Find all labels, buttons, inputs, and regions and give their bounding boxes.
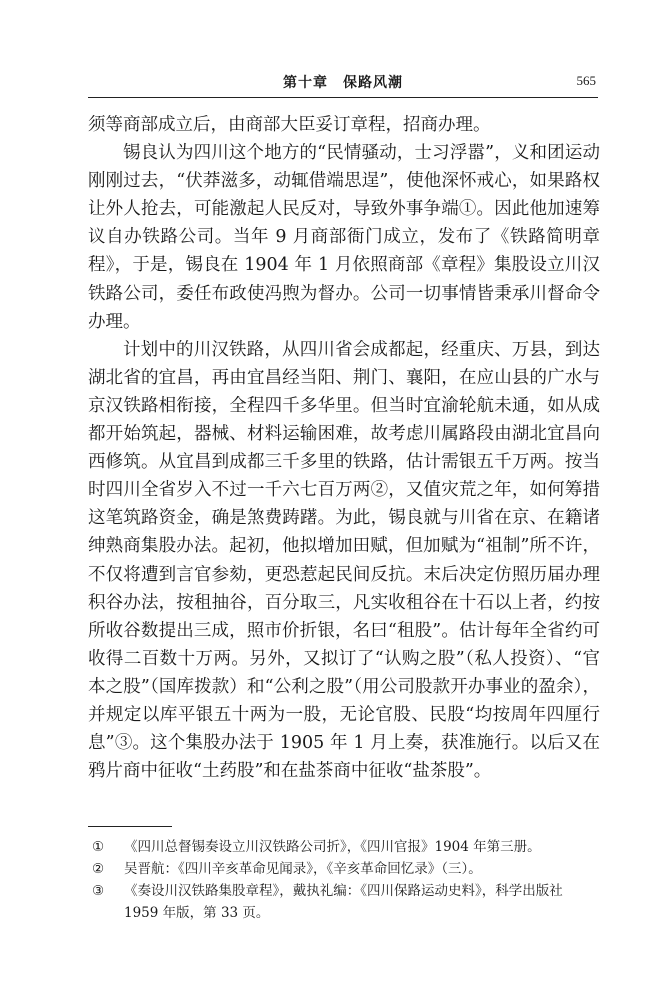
chapter-title: 第十章 保路风潮 (283, 75, 403, 91)
footnote-text: 吴晋航：《四川辛亥革命见闻录》，《辛亥革命回忆录》（三）。 (124, 861, 482, 877)
footnote-divider (88, 826, 172, 827)
body-text (88, 111, 600, 785)
footnote (88, 880, 600, 924)
footnote-marker: ③ (92, 883, 105, 899)
footnote (88, 858, 600, 880)
running-header (88, 72, 598, 96)
page-number: 565 (576, 73, 596, 88)
footnote-text: 《奏设川汉铁路集股章程》，戴执礼编：《四川保路运动史料》，科学出版社 1959 年版，第 33 页。 (124, 883, 563, 921)
paragraph: 计划中的川汉铁路，从四川省会成都起，经重庆、万县，到达湖北省的宜昌，再由宜昌经当阳、荆门、襄阳，在应山县的广水与京汉铁路相衔接，全程四千多华里。但当时宜渝轮航未通，如从成都开始筑起，器械、材料运输困难，故考虑川属路段由湖北宜昌向西修筑。从宜昌到成都三千多里的铁路，估计需银五千万两。按当时四川全省岁入不过一千六七百万两②，又值灾荒之年，如何筹措这笔筑路资金，确是煞费踌躇。为此，锡良就与川省在京、在籍诸绅熟商集股办法。起初，他拟增加田赋，但加赋为“祖制”所不许，不仅将遭到言官参劾，更恐惹起民间反抗。末后决定仿照历届办理积谷办法，按租抽谷，百分取三，凡实收租谷在十石以上者，约按所收谷数提出三成，照市价折银，名曰“租股”。估计每年全省约可收得二百数十万两。另外，又拟订了“认购之股”（私人投资）、“官本之股”（国库拨款）和“公利之股”（用公司股款开办事业的盈余），并规定以库平银五十两为一股，无论官股、民股“均按周年四厘行息”③。这个集股办法于 1905 年 1 月上奏，获准施行。以后又在鸦片商中征收“土药股”和在盐茶商中征收“盐茶股”。 (88, 339, 600, 782)
footnote (88, 836, 600, 858)
footnote-marker: ① (92, 839, 105, 855)
footnote-text: 《四川总督锡奏设立川汉铁路公司折》，《四川官报》1904 年第三册。 (124, 839, 541, 855)
paragraph: 锡良认为四川这个地方的“民情骚动，士习浮嚣”，义和团运动刚刚过去，“伏莽滋多，动辄借端思逞”，使他深怀戒心，如果路权让外人抢去，可能激起人民反对，导致外事争端①。因此他加速筹议自办铁路公司。当年 9 月商部衙门成立，发布了《铁路简明章程》，于是，锡良在 1904 年 1 月依照商部《章程》集股设立川汉铁路公司，委任布政使冯煦为督办。公司一切事情皆秉承川督命令办理。 (88, 143, 600, 332)
header-divider (88, 97, 598, 98)
footnotes (88, 836, 600, 924)
paragraph-continuation: 须等商部成立后，由商部大臣妥订章程，招商办理。 (88, 115, 491, 135)
footnote-marker: ② (92, 861, 105, 877)
